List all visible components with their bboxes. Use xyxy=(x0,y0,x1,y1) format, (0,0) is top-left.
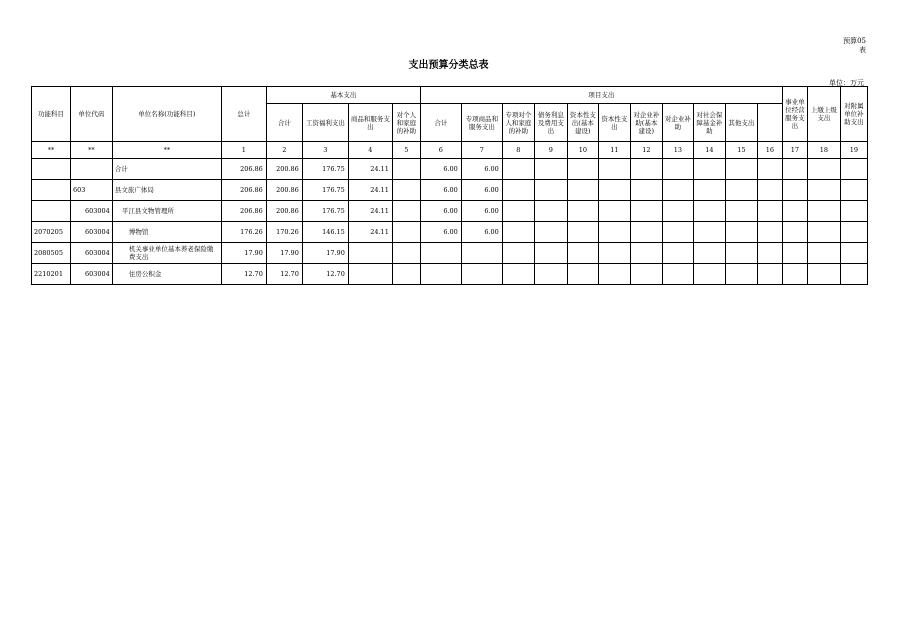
cell-personal xyxy=(392,159,420,180)
cell-salary: 17.90 xyxy=(302,243,348,264)
table-cell-empty xyxy=(630,159,662,180)
cell-total: 12.70 xyxy=(221,264,266,285)
table-cell-empty xyxy=(840,222,867,243)
index-cell: 8 xyxy=(502,142,534,159)
table-row xyxy=(32,159,868,180)
table-cell-empty xyxy=(567,159,598,180)
table-cell-empty xyxy=(662,159,693,180)
cell-personal xyxy=(392,201,420,222)
page-title: 支出预算分类总表 xyxy=(408,60,489,71)
table-cell-empty xyxy=(534,222,567,243)
table-row xyxy=(32,180,868,201)
budget-table xyxy=(31,86,868,285)
index-cell: 18 xyxy=(807,142,840,159)
header-other: 其他支出 xyxy=(725,104,757,142)
unit-label: 单位：万元 xyxy=(829,79,864,87)
cell-total: 17.90 xyxy=(221,243,266,264)
table-cell-empty xyxy=(840,243,867,264)
header-ent-subsidy: 对企业补助 xyxy=(662,104,693,142)
table-cell-empty xyxy=(782,222,807,243)
header-salary: 工资福利支出 xyxy=(302,104,348,142)
cell-basic-sum: 200.86 xyxy=(266,201,302,222)
cell-goods xyxy=(348,243,392,264)
index-cell: 12 xyxy=(630,142,662,159)
cell-func-subject xyxy=(32,201,71,222)
table-cell-empty xyxy=(693,180,725,201)
table-cell-empty xyxy=(782,180,807,201)
cell-salary: 176.75 xyxy=(302,201,348,222)
index-cell: 5 xyxy=(392,142,420,159)
table-cell-empty xyxy=(567,264,598,285)
header-project-group: 项目支出 xyxy=(420,87,782,104)
table-cell-empty xyxy=(757,243,782,264)
table-cell-empty xyxy=(782,264,807,285)
table-cell-empty xyxy=(534,264,567,285)
cell-total: 206.86 xyxy=(221,201,266,222)
index-cell: 9 xyxy=(534,142,567,159)
cell-goods: 24.11 xyxy=(348,222,392,243)
table-cell-empty xyxy=(807,201,840,222)
index-cell: ** xyxy=(112,142,221,159)
table-cell-empty xyxy=(807,243,840,264)
table-cell-empty xyxy=(725,180,757,201)
cell-unit-name: 机关事业单位基本养老保险缴费支出 xyxy=(112,243,221,264)
cell-basic-sum: 200.86 xyxy=(266,180,302,201)
header-proj-goods: 专项商品和服务支出 xyxy=(461,104,502,142)
table-cell-empty xyxy=(502,180,534,201)
cell-total: 206.86 xyxy=(221,180,266,201)
cell-goods: 24.11 xyxy=(348,201,392,222)
table-cell-empty xyxy=(807,222,840,243)
header-row-1 xyxy=(32,87,868,104)
header-pay-upper: 上缴上级支出 xyxy=(807,87,840,142)
table-cell-empty xyxy=(693,159,725,180)
cell-proj-goods: 6.00 xyxy=(461,159,502,180)
table-row xyxy=(32,243,868,264)
table-cell-empty xyxy=(807,159,840,180)
cell-unit-name: 住房公积金 xyxy=(112,264,221,285)
cell-proj-sum xyxy=(420,264,461,285)
table-cell-empty xyxy=(598,201,630,222)
cell-func-subject xyxy=(32,159,71,180)
index-cell: 6 xyxy=(420,142,461,159)
table-cell-empty xyxy=(534,159,567,180)
cell-func-subject xyxy=(32,180,71,201)
index-cell: 2 xyxy=(266,142,302,159)
cell-total: 206.86 xyxy=(221,159,266,180)
header-ent-subsidy-build: 对企业补助(基本建设) xyxy=(630,104,662,142)
table-cell-empty xyxy=(662,264,693,285)
table-cell-empty xyxy=(567,222,598,243)
table-cell-empty xyxy=(502,243,534,264)
cell-basic-sum: 17.90 xyxy=(266,243,302,264)
table-cell-empty xyxy=(757,180,782,201)
table-cell-empty xyxy=(534,243,567,264)
table-cell-empty xyxy=(567,180,598,201)
cell-proj-goods: 6.00 xyxy=(461,222,502,243)
cell-salary: 12.70 xyxy=(302,264,348,285)
cell-total: 176.26 xyxy=(221,222,266,243)
table-cell-empty xyxy=(630,222,662,243)
header-goods: 商品和服务支出 xyxy=(348,104,392,142)
table-cell-empty xyxy=(630,243,662,264)
index-cell: 19 xyxy=(840,142,867,159)
table-cell-empty xyxy=(725,201,757,222)
index-cell: 16 xyxy=(757,142,782,159)
cell-unit-code xyxy=(71,159,113,180)
cell-personal xyxy=(392,243,420,264)
cell-func-subject: 2210201 xyxy=(32,264,71,285)
form-number xyxy=(843,37,866,55)
cell-basic-sum: 200.86 xyxy=(266,159,302,180)
table-cell-empty xyxy=(757,201,782,222)
header-proj-sum: 合计 xyxy=(420,104,461,142)
table-cell-empty xyxy=(567,243,598,264)
cell-personal xyxy=(392,264,420,285)
index-cell: 4 xyxy=(348,142,392,159)
index-cell: 14 xyxy=(693,142,725,159)
table-cell-empty xyxy=(502,159,534,180)
cell-unit-code: 603004 xyxy=(71,264,113,285)
header-capital-build: 资本性支出(基本建设) xyxy=(567,104,598,142)
table-cell-empty xyxy=(757,264,782,285)
cell-goods: 24.11 xyxy=(348,159,392,180)
cell-goods: 24.11 xyxy=(348,180,392,201)
cell-unit-name: 平江县文物管理所 xyxy=(112,201,221,222)
header-total: 总计 xyxy=(221,87,266,142)
table-cell-empty xyxy=(534,180,567,201)
cell-unit-name: 博物馆 xyxy=(112,222,221,243)
table-cell-empty xyxy=(693,264,725,285)
table-cell-empty xyxy=(630,180,662,201)
cell-proj-goods xyxy=(461,243,502,264)
table-cell-empty xyxy=(757,159,782,180)
index-cell: 13 xyxy=(662,142,693,159)
index-cell: ** xyxy=(32,142,71,159)
cell-unit-code: 603 xyxy=(71,180,113,201)
cell-unit-code: 603004 xyxy=(71,201,113,222)
table-cell-empty xyxy=(502,222,534,243)
table-cell-empty xyxy=(598,180,630,201)
cell-salary: 176.75 xyxy=(302,159,348,180)
cell-unit-name: 合计 xyxy=(112,159,221,180)
table-cell-empty xyxy=(782,243,807,264)
header-unit-code: 单位代码 xyxy=(71,87,113,142)
table-cell-empty xyxy=(840,201,867,222)
header-func-subject: 功能科目 xyxy=(32,87,71,142)
table-cell-empty xyxy=(693,201,725,222)
cell-basic-sum: 12.70 xyxy=(266,264,302,285)
header-proj-personal: 专项对个人和家庭的补助 xyxy=(502,104,534,142)
table-cell-empty xyxy=(502,201,534,222)
form-number-line1: 预算05 xyxy=(843,37,866,45)
table-cell-empty xyxy=(502,264,534,285)
index-cell: 7 xyxy=(461,142,502,159)
index-cell: ** xyxy=(71,142,113,159)
form-number-line2: 表 xyxy=(859,46,866,54)
cell-unit-code: 603004 xyxy=(71,243,113,264)
table-cell-empty xyxy=(630,201,662,222)
table-cell-empty xyxy=(807,180,840,201)
table-cell-empty xyxy=(567,201,598,222)
table-cell-empty xyxy=(757,222,782,243)
index-cell: 3 xyxy=(302,142,348,159)
cell-goods xyxy=(348,264,392,285)
cell-basic-sum: 170.26 xyxy=(266,222,302,243)
index-cell: 17 xyxy=(782,142,807,159)
table-cell-empty xyxy=(662,180,693,201)
table-cell-empty xyxy=(662,222,693,243)
header-biz-operation: 事业单位经营服务支出 xyxy=(782,87,807,142)
table-cell-empty xyxy=(782,201,807,222)
header-debt: 债务利息及费用支出 xyxy=(534,104,567,142)
table-cell-empty xyxy=(630,264,662,285)
cell-func-subject: 2070205 xyxy=(32,222,71,243)
table-cell-empty xyxy=(662,201,693,222)
cell-proj-sum: 6.00 xyxy=(420,159,461,180)
table-cell-empty xyxy=(725,264,757,285)
table-cell-empty xyxy=(782,159,807,180)
cell-proj-sum: 6.00 xyxy=(420,201,461,222)
cell-salary: 176.75 xyxy=(302,180,348,201)
table-cell-empty xyxy=(598,243,630,264)
table-cell-empty xyxy=(840,264,867,285)
cell-proj-sum: 6.00 xyxy=(420,222,461,243)
table-cell-empty xyxy=(725,159,757,180)
table-cell-empty xyxy=(598,264,630,285)
cell-unit-name: 县文旅广体局 xyxy=(112,180,221,201)
header-sub-unit: 对附属单位补助支出 xyxy=(840,87,867,142)
table-cell-empty xyxy=(598,222,630,243)
cell-unit-code: 603004 xyxy=(71,222,113,243)
table-cell-empty xyxy=(693,243,725,264)
header-basic-group: 基本支出 xyxy=(266,87,420,104)
table-cell-empty xyxy=(807,264,840,285)
cell-personal xyxy=(392,222,420,243)
index-cell: 1 xyxy=(221,142,266,159)
cell-func-subject: 2080505 xyxy=(32,243,71,264)
cell-proj-goods xyxy=(461,264,502,285)
table-cell-empty xyxy=(840,180,867,201)
table-cell-empty xyxy=(725,222,757,243)
header-basic-sum: 合计 xyxy=(266,104,302,142)
index-cell: 15 xyxy=(725,142,757,159)
cell-proj-sum xyxy=(420,243,461,264)
table-row xyxy=(32,201,868,222)
header-capital: 资本性支出 xyxy=(598,104,630,142)
cell-proj-sum: 6.00 xyxy=(420,180,461,201)
table-row xyxy=(32,222,868,243)
header-social-fund: 对社会保障基金补助 xyxy=(693,104,725,142)
table-cell-empty xyxy=(534,201,567,222)
cell-proj-goods: 6.00 xyxy=(461,180,502,201)
data-rows xyxy=(32,159,868,285)
index-cell: 11 xyxy=(598,142,630,159)
cell-personal xyxy=(392,180,420,201)
cell-proj-goods: 6.00 xyxy=(461,201,502,222)
index-row xyxy=(32,142,868,159)
header-personal: 对个人和家庭的补助 xyxy=(392,104,420,142)
table-cell-empty xyxy=(725,243,757,264)
index-cell: 10 xyxy=(567,142,598,159)
cell-salary: 146.15 xyxy=(302,222,348,243)
table-cell-empty xyxy=(840,159,867,180)
table-cell-empty xyxy=(598,159,630,180)
table-cell-empty xyxy=(662,243,693,264)
header-unit-name: 单位名称(功能科目) xyxy=(112,87,221,142)
table-cell-empty xyxy=(693,222,725,243)
table-row xyxy=(32,264,868,285)
